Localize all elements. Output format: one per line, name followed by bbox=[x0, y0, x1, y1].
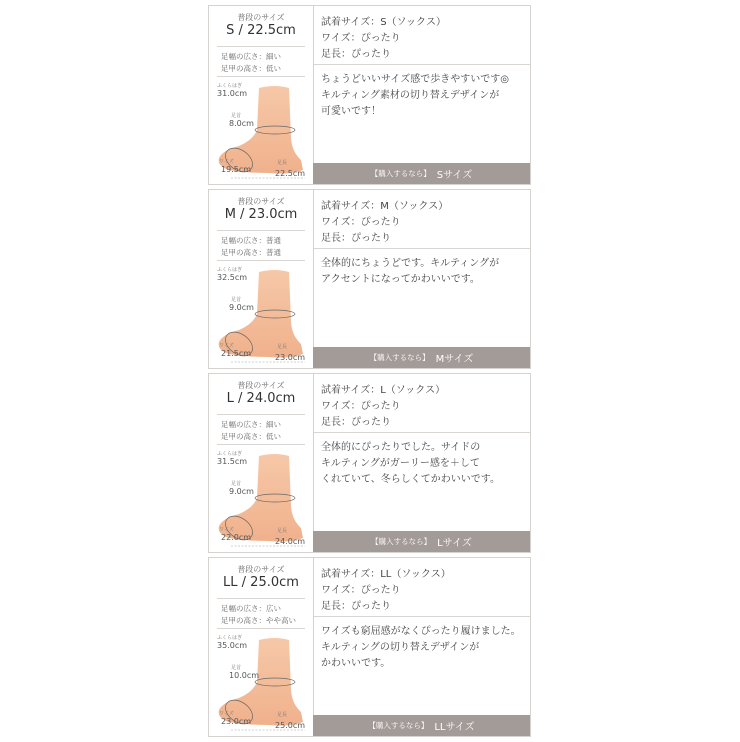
ankle-value: 10.0cm bbox=[229, 671, 260, 680]
length-fit-text: 足長：ぴったり bbox=[321, 601, 391, 612]
length-label: 足長 bbox=[277, 712, 288, 718]
recommended-size-value: LLサイズ bbox=[434, 722, 475, 733]
size-review-card bbox=[208, 189, 531, 369]
divider bbox=[217, 598, 305, 599]
comment-line: 全体的にぴったりでした。サイドの bbox=[321, 442, 481, 453]
ankle-label: 足首 bbox=[231, 297, 242, 303]
trial-size-text: 試着サイズ：M（ソックス） bbox=[321, 201, 449, 212]
length-fit-text: 足長：ぴったり bbox=[321, 417, 391, 428]
wise-value: 22.0cm bbox=[221, 533, 252, 542]
length-label: 足長 bbox=[277, 344, 288, 350]
instep-height-text: 足甲の高さ：やや高い bbox=[221, 616, 296, 625]
divider bbox=[217, 76, 305, 77]
wise-value: 19.5cm bbox=[221, 165, 252, 174]
ankle-label: 足首 bbox=[231, 481, 242, 487]
usual-size-label: 普段のサイズ bbox=[237, 197, 285, 206]
length-value: 22.5cm bbox=[275, 169, 306, 178]
recommended-size-banner bbox=[313, 163, 530, 184]
review-comment bbox=[321, 440, 524, 488]
usual-size-value: S / 22.5cm bbox=[226, 23, 296, 38]
trial-size-text: 試着サイズ：S（ソックス） bbox=[321, 17, 446, 28]
reviewer-profile bbox=[209, 6, 314, 184]
instep-height-text: 足甲の高さ：普通 bbox=[221, 248, 281, 257]
ankle-value: 9.0cm bbox=[229, 303, 254, 312]
wise-fit-text: ワイズ：ぴったり bbox=[321, 33, 401, 44]
comment-line: アクセントになってかわいいです。 bbox=[321, 274, 480, 285]
review-detail bbox=[313, 558, 530, 736]
recommended-size-value: Lサイズ bbox=[437, 538, 472, 549]
usual-size-value: L / 24.0cm bbox=[226, 391, 296, 406]
foot-measurement-diagram bbox=[209, 80, 313, 190]
wise-label: ワイズ bbox=[219, 711, 234, 717]
foot-width-text: 足幅の広さ：細い bbox=[221, 52, 281, 61]
ankle-label: 足首 bbox=[231, 113, 242, 119]
divider bbox=[313, 616, 530, 617]
buy-prefix-label: 【購入するなら】 bbox=[370, 169, 431, 178]
divider bbox=[217, 444, 305, 445]
instep-height-text: 足甲の高さ：低い bbox=[221, 432, 281, 441]
foot-width-text: 足幅の広さ：細い bbox=[221, 420, 281, 429]
buy-prefix-label: 【購入するなら】 bbox=[371, 537, 432, 546]
wise-fit-text: ワイズ：ぴったり bbox=[321, 401, 401, 412]
size-review-card bbox=[208, 373, 531, 553]
comment-line: キルティングの切り替えデザインが bbox=[321, 642, 480, 653]
ankle-label: 足首 bbox=[231, 665, 242, 671]
foot-measurement-diagram bbox=[209, 448, 313, 558]
comment-line: ワイズも窮屈感がなくぴったり履けました。 bbox=[321, 626, 521, 637]
comment-line: くれていて、冬らしくてかわいいです。 bbox=[321, 474, 500, 485]
comment-line: 全体的にちょうどです。キルティングが bbox=[321, 258, 500, 269]
calf-label: ふくらはぎ bbox=[217, 267, 243, 273]
wise-label: ワイズ bbox=[219, 527, 234, 533]
recommended-size-banner bbox=[313, 531, 530, 552]
wise-value: 21.5cm bbox=[221, 349, 252, 358]
usual-size-label: 普段のサイズ bbox=[237, 13, 285, 22]
instep-height-text: 足甲の高さ：低い bbox=[221, 64, 281, 73]
calf-label: ふくらはぎ bbox=[217, 83, 243, 89]
ankle-value: 8.0cm bbox=[229, 119, 254, 128]
ankle-value: 9.0cm bbox=[229, 487, 254, 496]
calf-label: ふくらはぎ bbox=[217, 451, 243, 457]
recommended-size-banner bbox=[313, 347, 530, 368]
wise-label: ワイズ bbox=[219, 343, 234, 349]
size-review-card bbox=[208, 557, 531, 737]
divider bbox=[313, 64, 530, 65]
calf-value: 35.0cm bbox=[217, 641, 248, 650]
wise-value: 23.0cm bbox=[221, 717, 252, 726]
reviewer-profile bbox=[209, 190, 314, 368]
divider bbox=[217, 230, 305, 231]
wise-fit-text: ワイズ：ぴったり bbox=[321, 217, 401, 228]
length-value: 23.0cm bbox=[275, 353, 306, 362]
comment-line: キルティング素材の切り替えデザインが bbox=[321, 90, 500, 101]
recommended-size-value: Mサイズ bbox=[435, 354, 474, 365]
length-fit-text: 足長：ぴったり bbox=[321, 233, 391, 244]
divider bbox=[313, 432, 530, 433]
trial-size-text: 試着サイズ：LL（ソックス） bbox=[321, 569, 451, 580]
trial-size-text: 試着サイズ：L（ソックス） bbox=[321, 385, 446, 396]
usual-size-value: LL / 25.0cm bbox=[223, 575, 299, 590]
divider bbox=[217, 414, 305, 415]
wise-fit-text: ワイズ：ぴったり bbox=[321, 585, 401, 596]
foot-width-text: 足幅の広さ：普通 bbox=[221, 236, 281, 245]
calf-value: 32.5cm bbox=[217, 273, 248, 282]
review-detail bbox=[313, 190, 530, 368]
comment-line: かわいいです。 bbox=[321, 658, 391, 669]
review-comment bbox=[321, 72, 524, 120]
comment-line: ちょうどいいサイズ感で歩きやすいです◎ bbox=[321, 74, 509, 85]
foot-measurement-diagram bbox=[209, 264, 313, 374]
divider bbox=[217, 46, 305, 47]
length-label: 足長 bbox=[277, 528, 288, 534]
length-value: 25.0cm bbox=[275, 721, 306, 730]
comment-line: キルティングがガーリー感を＋して bbox=[321, 458, 480, 469]
review-detail bbox=[313, 374, 530, 552]
calf-value: 31.5cm bbox=[217, 457, 248, 466]
review-comment bbox=[321, 256, 524, 288]
comment-line: 可愛いです！ bbox=[321, 106, 381, 117]
divider bbox=[313, 248, 530, 249]
usual-size-label: 普段のサイズ bbox=[237, 565, 285, 574]
recommended-size-banner bbox=[313, 715, 530, 736]
length-fit-text: 足長：ぴったり bbox=[321, 49, 391, 60]
buy-prefix-label: 【購入するなら】 bbox=[368, 721, 429, 730]
recommended-size-value: Sサイズ bbox=[436, 170, 473, 181]
divider bbox=[217, 260, 305, 261]
size-review-card bbox=[208, 5, 531, 185]
reviewer-profile bbox=[209, 558, 314, 736]
calf-value: 31.0cm bbox=[217, 89, 248, 98]
reviewer-profile bbox=[209, 374, 314, 552]
wise-label: ワイズ bbox=[219, 159, 234, 165]
buy-prefix-label: 【購入するなら】 bbox=[369, 353, 430, 362]
review-detail bbox=[313, 6, 530, 184]
length-label: 足長 bbox=[277, 160, 288, 166]
divider bbox=[217, 628, 305, 629]
usual-size-label: 普段のサイズ bbox=[237, 381, 285, 390]
calf-label: ふくらはぎ bbox=[217, 635, 243, 641]
usual-size-value: M / 23.0cm bbox=[224, 207, 298, 222]
foot-measurement-diagram bbox=[209, 632, 313, 742]
review-comment bbox=[321, 624, 524, 672]
length-value: 24.0cm bbox=[275, 537, 306, 546]
foot-width-text: 足幅の広さ：広い bbox=[221, 604, 281, 613]
